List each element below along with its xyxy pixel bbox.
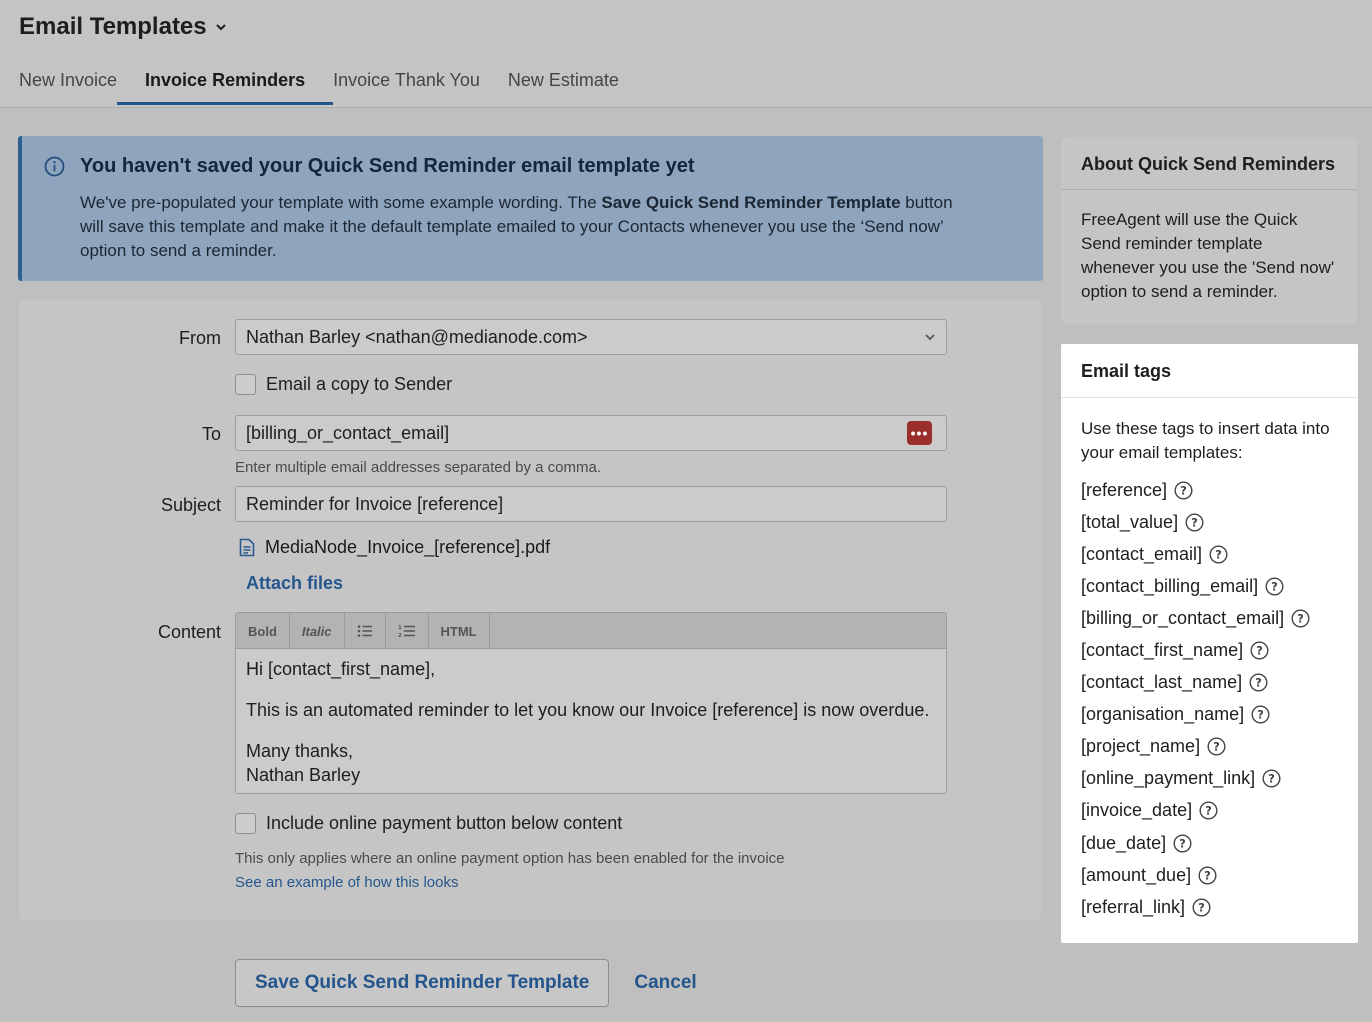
email-tag-label: [contact_email] <box>1081 543 1203 564</box>
help-icon[interactable] <box>1207 737 1226 756</box>
about-title: About Quick Send Reminders <box>1061 137 1357 190</box>
unsaved-template-notice <box>18 136 1043 281</box>
content-line: Nathan Barley <box>246 765 361 785</box>
editor-content[interactable] <box>236 649 946 794</box>
email-tag-item[interactable] <box>1081 827 1338 859</box>
bold-button[interactable]: Bold <box>236 613 290 649</box>
tab-invoice-reminders[interactable]: Invoice Reminders <box>131 70 319 105</box>
email-tag-item[interactable] <box>1081 602 1338 634</box>
document-icon <box>239 538 255 557</box>
notice-body <box>80 191 980 263</box>
editor-toolbar <box>236 613 946 649</box>
content-line: Many thanks, <box>246 741 354 761</box>
subject-input[interactable] <box>235 486 947 522</box>
content-label: Content <box>157 622 221 642</box>
svg-text:?: ? <box>1213 739 1220 754</box>
email-tag-label: [organisation_name] <box>1081 704 1245 725</box>
help-icon[interactable] <box>1291 609 1310 628</box>
email-tag-item[interactable] <box>1081 795 1338 827</box>
email-tag-label: [total_value] <box>1081 511 1179 532</box>
email-tags-title: Email tags <box>1061 344 1358 398</box>
email-tags-panel <box>1061 344 1358 943</box>
email-tag-item[interactable] <box>1081 763 1338 795</box>
numbered-list-icon <box>398 624 416 638</box>
email-tag-label: [project_name] <box>1081 736 1201 757</box>
email-tag-label: [reference] <box>1081 479 1168 500</box>
email-tag-item[interactable] <box>1081 699 1338 731</box>
svg-text:?: ? <box>1257 707 1264 722</box>
bullet-list-icon <box>357 624 373 638</box>
content-line: This is an automated reminder to let you know our Invoice [reference] is now overdue. <box>246 700 930 720</box>
help-icon[interactable] <box>1192 898 1211 917</box>
subject-input-value: Reminder for Invoice [reference] <box>246 494 504 514</box>
info-icon <box>44 156 65 177</box>
email-tag-label: [contact_billing_email] <box>1081 575 1259 596</box>
svg-text:?: ? <box>1271 579 1278 594</box>
chevron-down-icon <box>215 21 227 33</box>
payment-button-label: Include online payment button below content <box>266 813 623 833</box>
page-title[interactable] <box>19 13 227 41</box>
from-select[interactable] <box>235 319 947 355</box>
reminder-form <box>19 300 1041 920</box>
from-select-value: Nathan Barley <nathan@medianode.com> <box>246 327 588 347</box>
email-tag-item[interactable] <box>1081 667 1338 699</box>
email-tag-label: [online_payment_link] <box>1081 768 1256 789</box>
email-tag-label: [referral_link] <box>1081 896 1186 917</box>
about-body: FreeAgent will use the Quick Send reminder template whenever you use the 'Send now' option to send a reminder. <box>1081 210 1335 301</box>
copy-sender-row <box>235 374 452 395</box>
to-input[interactable] <box>235 415 947 451</box>
to-input-value: [billing_or_contact_email] <box>246 423 450 443</box>
svg-text:?: ? <box>1255 675 1262 690</box>
payment-button-checkbox[interactable] <box>235 813 256 834</box>
copy-sender-checkbox[interactable] <box>235 374 256 395</box>
tab-new-estimate[interactable]: New Estimate <box>507 70 619 90</box>
help-icon[interactable] <box>1265 577 1284 596</box>
svg-text:?: ? <box>1204 868 1211 883</box>
email-tag-item[interactable] <box>1081 570 1338 602</box>
help-icon[interactable] <box>1199 801 1218 820</box>
payment-hint: This only applies where an online payment option has been enabled for the invoice <box>235 850 785 867</box>
svg-text:?: ? <box>1215 547 1222 562</box>
bullet-list-button[interactable] <box>345 613 386 649</box>
password-manager-icon[interactable]: ••• <box>907 421 932 445</box>
help-icon[interactable] <box>1173 834 1192 853</box>
svg-text:?: ? <box>1180 483 1187 498</box>
email-tag-item[interactable] <box>1081 506 1338 538</box>
cancel-button[interactable]: Cancel <box>634 972 697 993</box>
attach-files-link[interactable]: Attach files <box>246 573 344 593</box>
svg-text:2: 2 <box>397 633 402 638</box>
svg-text:?: ? <box>1205 804 1212 819</box>
svg-text:?: ? <box>1256 643 1263 658</box>
notice-body-post: button will save this template and make it the default template emailed to your Contacts whenever you use the ‘Send now’ option to send a reminder. <box>80 193 953 260</box>
email-tag-label: [contact_first_name] <box>1081 640 1244 661</box>
help-icon[interactable] <box>1250 641 1269 660</box>
tab-new-invoice[interactable]: New Invoice <box>19 70 118 90</box>
notice-body-bold: Save Quick Send Reminder Template <box>601 193 901 212</box>
svg-text:?: ? <box>1268 771 1275 786</box>
email-tag-label: [due_date] <box>1081 832 1167 853</box>
email-tags-intro: Use these tags to insert data into your email templates: <box>1081 419 1330 462</box>
email-tag-list <box>1061 465 1358 923</box>
numbered-list-button[interactable] <box>386 613 429 649</box>
help-icon[interactable] <box>1209 545 1228 564</box>
svg-text:?: ? <box>1191 515 1198 530</box>
email-tag-item[interactable] <box>1081 474 1338 506</box>
page-header <box>0 0 1372 108</box>
svg-text:?: ? <box>1179 836 1186 851</box>
help-icon[interactable] <box>1262 769 1281 788</box>
template-tabs <box>19 70 633 105</box>
svg-text:1: 1 <box>397 625 402 631</box>
payment-button-row <box>235 813 622 834</box>
notice-body-pre: We've pre-populated your template with some example wording. The <box>80 193 602 212</box>
svg-text:?: ? <box>1198 900 1205 915</box>
help-icon[interactable] <box>1251 705 1270 724</box>
email-tag-item[interactable] <box>1081 731 1338 763</box>
svg-text:?: ? <box>1297 611 1304 626</box>
email-tag-label: [billing_or_contact_email] <box>1081 607 1285 628</box>
from-label: From <box>179 328 221 348</box>
payment-example-link[interactable]: See an example of how this looks <box>235 874 459 891</box>
form-actions <box>235 959 697 1007</box>
email-tag-label: [amount_due] <box>1081 864 1192 885</box>
help-icon[interactable] <box>1249 673 1268 692</box>
help-icon[interactable] <box>1174 481 1193 500</box>
email-tag-item[interactable] <box>1081 891 1338 923</box>
to-hint: Enter multiple email addresses separated by a comma. <box>235 459 602 476</box>
help-icon[interactable] <box>1198 866 1217 885</box>
page-title-text: Email Templates <box>19 13 207 40</box>
save-template-button[interactable]: Save Quick Send Reminder Template <box>235 959 609 1007</box>
to-label: To <box>201 424 221 444</box>
email-tag-label: [contact_last_name] <box>1081 672 1243 693</box>
email-tag-item[interactable] <box>1081 859 1338 891</box>
email-tag-item[interactable] <box>1081 634 1338 666</box>
notice-title: You haven't saved your Quick Send Reminder email template yet <box>80 155 695 177</box>
email-tag-label: [invoice_date] <box>1081 800 1193 821</box>
html-button[interactable]: HTML <box>429 613 490 649</box>
email-tag-item[interactable] <box>1081 538 1338 570</box>
about-panel <box>1061 137 1357 324</box>
help-icon[interactable] <box>1185 513 1204 532</box>
tab-invoice-thank-you[interactable]: Invoice Thank You <box>333 70 480 90</box>
content-line: Hi [contact_first_name], <box>246 659 436 679</box>
content-editor[interactable] <box>235 612 947 794</box>
subject-label: Subject <box>160 495 221 515</box>
chevron-down-icon <box>924 332 936 342</box>
attachment-filename: MediaNode_Invoice_[reference].pdf <box>265 537 551 557</box>
attachment-item[interactable] <box>239 537 550 558</box>
copy-sender-label: Email a copy to Sender <box>266 374 453 394</box>
italic-button[interactable]: Italic <box>290 613 345 649</box>
